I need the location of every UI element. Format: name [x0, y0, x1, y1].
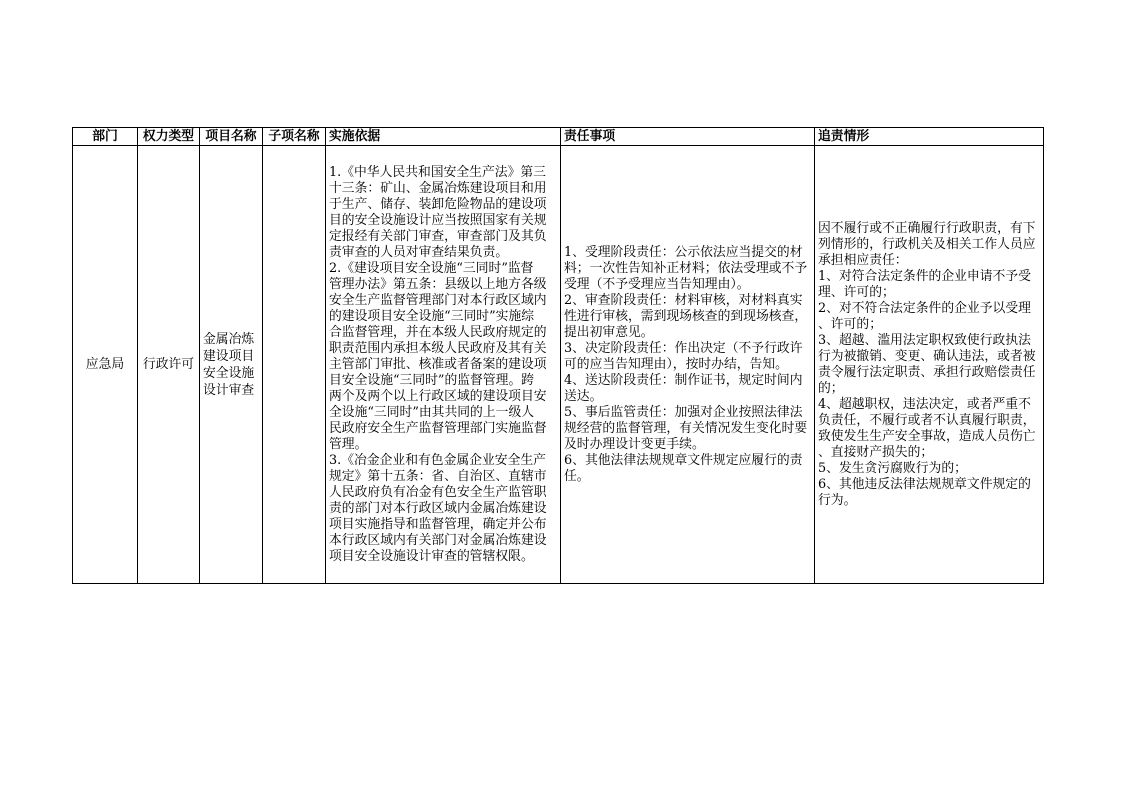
cell-sub-item-name — [263, 146, 326, 584]
header-department: 部门 — [73, 128, 138, 146]
document-page — [72, 127, 1043, 584]
project-name-line: 安全设施 — [203, 365, 255, 381]
responsibility-line: 1、受理阶段责任：公示依法应当提交的材 — [564, 244, 803, 260]
accountability-line: 负责任，不履行或者不认真履行职责， — [818, 412, 1036, 428]
responsibility-line: 4、送达阶段责任：制作证书，规定时间内 — [564, 372, 803, 388]
responsibility-line: 6、其他法律法规规章文件规定应履行的责 — [564, 452, 803, 468]
table-header-row — [73, 128, 1044, 146]
responsibility-line: 可的应当告知理由），按时办结，告知。 — [564, 356, 788, 372]
responsibility-line: 提出初审意见。 — [564, 324, 654, 340]
accountability-line: 3、超越、滥用法定职权致使行政执法 — [818, 332, 1031, 348]
basis-line: 人民政府负有冶金有色安全生产监管职 — [329, 484, 547, 500]
basis-line: 全设施“三同时”由其共同的上一级人 — [329, 404, 535, 420]
header-implementation-basis: 实施依据 — [326, 128, 561, 146]
responsibility-line: 受理（不予受理应当告知理由）。 — [564, 276, 750, 292]
basis-line: 合监督管理，并在本级人民政府规定的 — [329, 324, 547, 340]
basis-line: 安全生产监督管理部门对本行政区域内 — [329, 292, 547, 308]
responsibility-line: 3、决定阶段责任：作出决定（不予行政许 — [564, 340, 803, 356]
accountability-line: 承担相应责任： — [818, 252, 908, 268]
project-name-line: 设计审查 — [203, 382, 255, 398]
header-accountability: 追责情形 — [815, 128, 1044, 146]
accountability-text — [818, 221, 1040, 509]
accountability-line: 4、超越职权，违法决定，或者严重不 — [818, 396, 1031, 412]
basis-line: 管理。 — [329, 436, 368, 452]
cell-responsibilities — [561, 146, 815, 584]
cell-project-name — [200, 146, 263, 584]
basis-line: 的建设项目安全设施“三同时”实施综 — [329, 308, 535, 324]
cell-implementation-basis — [326, 146, 561, 584]
accountability-line: 因不履行或不正确履行行政职责，有下 — [818, 220, 1036, 236]
cell-department: 应急局 — [73, 146, 138, 584]
basis-line: 管理办法》第五条：县级以上地方各级 — [329, 276, 547, 292]
responsibility-line: 规经营的监督管理，有关情况发生变化时要 — [564, 420, 808, 436]
accountability-line: 行为被撤销、变更、确认违法，或者被 — [818, 348, 1036, 364]
basis-line: 责的部门对本行政区域内金属冶炼建设 — [329, 500, 547, 516]
accountability-line: 的； — [818, 380, 844, 396]
basis-line: 2.《建设项目安全设施“三同时”监督 — [329, 260, 534, 276]
accountability-line: 1、对符合法定条件的企业申请不予受 — [818, 268, 1031, 284]
basis-line: 两个及两个以上行政区域的建设项目安 — [329, 388, 547, 404]
cell-power-type: 行政许可 — [138, 146, 200, 584]
cell-accountability — [815, 146, 1044, 584]
basis-line: 项目实施指导和监督管理，确定并公布 — [329, 516, 547, 532]
header-responsibilities: 责任事项 — [561, 128, 815, 146]
basis-line: 责审查的人员对审查结果负责。 — [329, 244, 509, 260]
responsibility-line: 任。 — [564, 468, 590, 484]
project-name-line: 金属冶炼 — [203, 331, 255, 347]
accountability-line: 责令履行法定职责、承担行政赔偿责任 — [818, 364, 1036, 380]
basis-line: 目的安全设施设计应当按照国家有关规 — [329, 212, 547, 228]
project-name-line: 建设项目 — [203, 348, 255, 364]
header-power-type: 权力类型 — [138, 128, 200, 146]
responsibilities-text — [564, 245, 811, 485]
accountability-line: 行为。 — [818, 492, 857, 508]
accountability-line: 、许可的； — [818, 316, 882, 332]
basis-line: 主管部门审批、核准或者备案的建设项 — [329, 356, 547, 372]
basis-line: 规定》第十五条：省、自治区、直辖市 — [329, 468, 547, 484]
accountability-line: 列情形的，行政机关及相关工作人员应 — [818, 236, 1036, 252]
accountability-line: 6、其他违反法律法规规章文件规定的 — [818, 476, 1031, 492]
header-sub-item-name: 子项名称 — [263, 128, 326, 146]
table-row — [73, 146, 1044, 584]
accountability-line: 5、发生贪污腐败行为的； — [818, 460, 967, 476]
responsibility-line: 5、事后监管责任：加强对企业按照法律法 — [564, 404, 803, 420]
responsibility-line: 及时办理设计变更手续。 — [564, 436, 705, 452]
responsibility-line: 性进行审核，需到现场核查的到现场核查， — [564, 308, 808, 324]
basis-line: 于生产、储存、装卸危险物品的建设项 — [329, 196, 547, 212]
basis-line: 项目安全设施设计审查的管辖权限。 — [329, 548, 534, 564]
basis-line: 1.《中华人民共和国安全生产法》第三 — [329, 164, 546, 180]
accountability-line: 2、对不符合法定条件的企业予以受理 — [818, 300, 1031, 316]
basis-line: 十三条：矿山、金属冶炼建设项目和用 — [329, 180, 547, 196]
basis-line: 目安全设施“三同时”的监督管理。跨 — [329, 372, 535, 388]
header-project-name: 项目名称 — [200, 128, 263, 146]
accountability-line: 、直接财产损失的； — [818, 444, 934, 460]
responsibility-line: 送达。 — [564, 388, 603, 404]
responsibility-line: 2、审查阶段责任：材料审核，对材料真实 — [564, 292, 803, 308]
basis-line: 定报经有关部门审查，审查部门及其负 — [329, 228, 547, 244]
project-name-text — [203, 331, 259, 399]
power-responsibility-table — [72, 127, 1044, 584]
accountability-line: 理、许可的； — [818, 284, 895, 300]
basis-line: 民政府安全生产监督管理部门实施监督 — [329, 420, 547, 436]
basis-line: 职责范围内承担本级人民政府及其有关 — [329, 340, 547, 356]
basis-line: 3.《冶金企业和有色金属企业安全生产 — [329, 452, 546, 468]
basis-line: 本行政区域内有关部门对金属冶炼建设 — [329, 532, 547, 548]
responsibility-line: 料；一次性告知补正材料；依法受理或不予 — [564, 260, 808, 276]
implementation-basis-text — [329, 165, 557, 565]
accountability-line: 致使发生生产安全事故，造成人员伤亡 — [818, 428, 1036, 444]
